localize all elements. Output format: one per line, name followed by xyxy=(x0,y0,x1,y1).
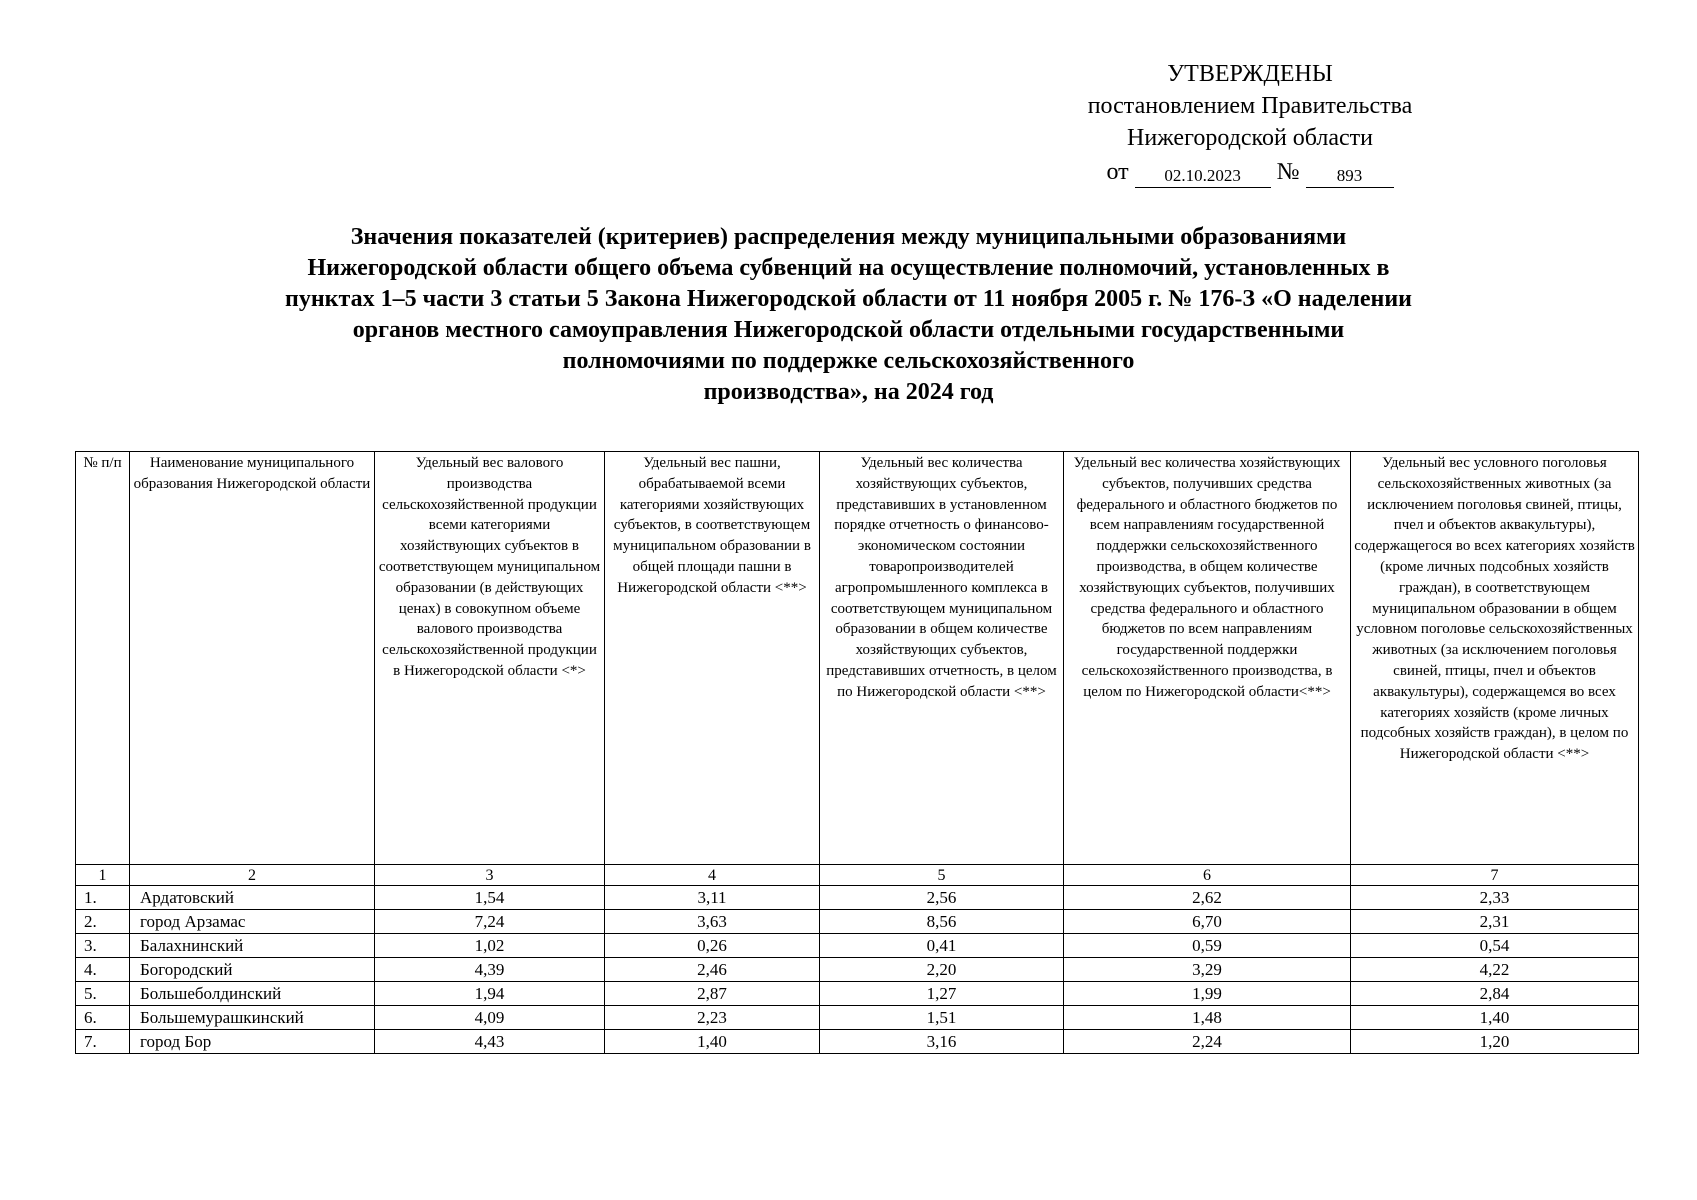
table-row xyxy=(76,958,1639,982)
table-cell: 2,23 xyxy=(605,1006,820,1030)
column-numbers-row xyxy=(76,865,1639,886)
municipality-name: Большеболдинский xyxy=(130,982,375,1006)
header-supported-entities-share: Удельный вес количества хозяйствующих субъектов, получивших средства федерального и областного бюджетов по всем направлениям государственной поддержки сельскохозяйственного производства, в общем количестве хозяйствующих субъектов, получивших средства федерального и областного бюджетов по всем направлениям государственной поддержки сельскохозяйственного производства, в целом по Нижегородской области<**> xyxy=(1064,452,1351,865)
column-number: 4 xyxy=(605,865,820,886)
table-cell: 3,11 xyxy=(605,886,820,910)
municipality-name: город Арзамас xyxy=(130,910,375,934)
column-number: 5 xyxy=(820,865,1064,886)
header-gross-production-share: Удельный вес валового производства сельскохозяйственной продукции всеми категориями хозяйствующих субъектов в соответствующем муниципальном образовании (в действующих ценах) в совокупном объеме валового производства сельскохозяйственной продукции в Нижегородской области <*> xyxy=(375,452,605,865)
table-cell: 0,59 xyxy=(1064,934,1351,958)
row-number: 4. xyxy=(76,958,130,982)
title-line: Значения показателей (критериев) распределения между муниципальными образованиями xyxy=(350,224,1347,250)
row-number: 7. xyxy=(76,1030,130,1054)
header-arable-land-share: Удельный вес пашни, обрабатываемой всеми категориями хозяйствующих субъектов, в соответствующем муниципальном образовании в общей площади пашни в Нижегородской области <**> xyxy=(605,452,820,865)
approval-number-label: № xyxy=(1276,159,1300,185)
table-cell: 1,54 xyxy=(375,886,605,910)
table-cell: 4,39 xyxy=(375,958,605,982)
table-cell: 0,54 xyxy=(1351,934,1639,958)
table-cell: 2,84 xyxy=(1351,982,1639,1006)
column-number: 1 xyxy=(76,865,130,886)
header-reporting-entities-share: Удельный вес количества хозяйствующих субъектов, представивших в установленном порядке отчетность о финансово-экономическом состоянии товаропроизводителей агропромышленного комплекса в соответствующем муниципальном образовании в общем количестве хозяйствующих субъектов, представивших отчетность, в целом по Нижегородской области <**> xyxy=(820,452,1064,865)
municipality-name: Большемурашкинский xyxy=(130,1006,375,1030)
table-cell: 1,94 xyxy=(375,982,605,1006)
approval-number: 893 xyxy=(1306,165,1394,188)
approval-date-row xyxy=(1030,156,1470,188)
row-number: 1. xyxy=(76,886,130,910)
row-number: 2. xyxy=(76,910,130,934)
table-row xyxy=(76,934,1639,958)
indicators-table xyxy=(75,451,1639,1054)
title-line: Нижегородской области общего объема субвенций на осуществление полномочий, установленных в xyxy=(307,255,1390,281)
table-cell: 6,70 xyxy=(1064,910,1351,934)
title-line: пунктах 1–5 части 3 статьи 5 Закона Нижегородской области от 11 ноября 2005 г. № 176-З «О наделении xyxy=(285,286,1412,312)
approval-from-label: от xyxy=(1106,159,1129,185)
table-cell: 1,02 xyxy=(375,934,605,958)
table-row xyxy=(76,886,1639,910)
municipality-name: Балахнинский xyxy=(130,934,375,958)
table-cell: 1,40 xyxy=(605,1030,820,1054)
approval-heading: УТВЕРЖДЕНЫ xyxy=(1167,61,1333,87)
title-line: органов местного самоуправления Нижегородской области отдельными государственными xyxy=(352,317,1345,343)
table-cell: 8,56 xyxy=(820,910,1064,934)
column-number: 3 xyxy=(375,865,605,886)
row-number: 6. xyxy=(76,1006,130,1030)
table-cell: 2,24 xyxy=(1064,1030,1351,1054)
table-cell: 2,87 xyxy=(605,982,820,1006)
approval-line-resolution: постановлением Правительства xyxy=(1087,93,1413,119)
column-number: 6 xyxy=(1064,865,1351,886)
municipality-name: Ардатовский xyxy=(130,886,375,910)
header-livestock-share: Удельный вес условного поголовья сельскохозяйственных животных (за исключением поголовья свиней, птицы, пчел и объектов аквакультуры), содержащегося во всех категориях хозяйств (кроме личных подсобных хозяйств граждан), в соответствующем муниципальном образовании в общем условном поголовье сельскохозяйственных животных (за исключением поголовья свиней, птицы, пчел и объектов аквакультуры), содержащемся во всех категориях хозяйств (кроме личных подсобных хозяйств граждан), в целом по Нижегородской области <**> xyxy=(1351,452,1639,865)
table-row xyxy=(76,1006,1639,1030)
title-line: производства», на 2024 год xyxy=(703,379,994,405)
table-cell: 0,41 xyxy=(820,934,1064,958)
table-cell: 3,63 xyxy=(605,910,820,934)
table-cell: 2,20 xyxy=(820,958,1064,982)
municipality-name: Богородский xyxy=(130,958,375,982)
document-title xyxy=(150,222,1547,408)
table-cell: 4,22 xyxy=(1351,958,1639,982)
table-cell: 0,26 xyxy=(605,934,820,958)
approval-line-region: Нижегородской области xyxy=(1126,125,1374,151)
table-cell: 3,16 xyxy=(820,1030,1064,1054)
title-line: полномочиями по поддержке сельскохозяйственного xyxy=(562,348,1135,374)
table-cell: 4,09 xyxy=(375,1006,605,1030)
table-header-row xyxy=(76,452,1639,865)
table-cell: 7,24 xyxy=(375,910,605,934)
header-municipality: Наименование муниципального образования Нижегородской области xyxy=(130,452,375,865)
municipality-name: город Бор xyxy=(130,1030,375,1054)
approval-stamp xyxy=(1030,58,1470,188)
table-cell: 2,46 xyxy=(605,958,820,982)
table-cell: 2,62 xyxy=(1064,886,1351,910)
row-number: 3. xyxy=(76,934,130,958)
column-number: 2 xyxy=(130,865,375,886)
approval-date: 02.10.2023 xyxy=(1135,165,1271,188)
table-cell: 2,33 xyxy=(1351,886,1639,910)
table-row xyxy=(76,1030,1639,1054)
table-cell: 1,40 xyxy=(1351,1006,1639,1030)
column-number: 7 xyxy=(1351,865,1639,886)
table-cell: 1,20 xyxy=(1351,1030,1639,1054)
table-cell: 1,99 xyxy=(1064,982,1351,1006)
table-cell: 2,31 xyxy=(1351,910,1639,934)
row-number: 5. xyxy=(76,982,130,1006)
table-row xyxy=(76,982,1639,1006)
table-cell: 1,27 xyxy=(820,982,1064,1006)
table-cell: 3,29 xyxy=(1064,958,1351,982)
table-cell: 2,56 xyxy=(820,886,1064,910)
header-number: № п/п xyxy=(76,452,130,865)
table-cell: 4,43 xyxy=(375,1030,605,1054)
table-row xyxy=(76,910,1639,934)
table-cell: 1,48 xyxy=(1064,1006,1351,1030)
table-cell: 1,51 xyxy=(820,1006,1064,1030)
